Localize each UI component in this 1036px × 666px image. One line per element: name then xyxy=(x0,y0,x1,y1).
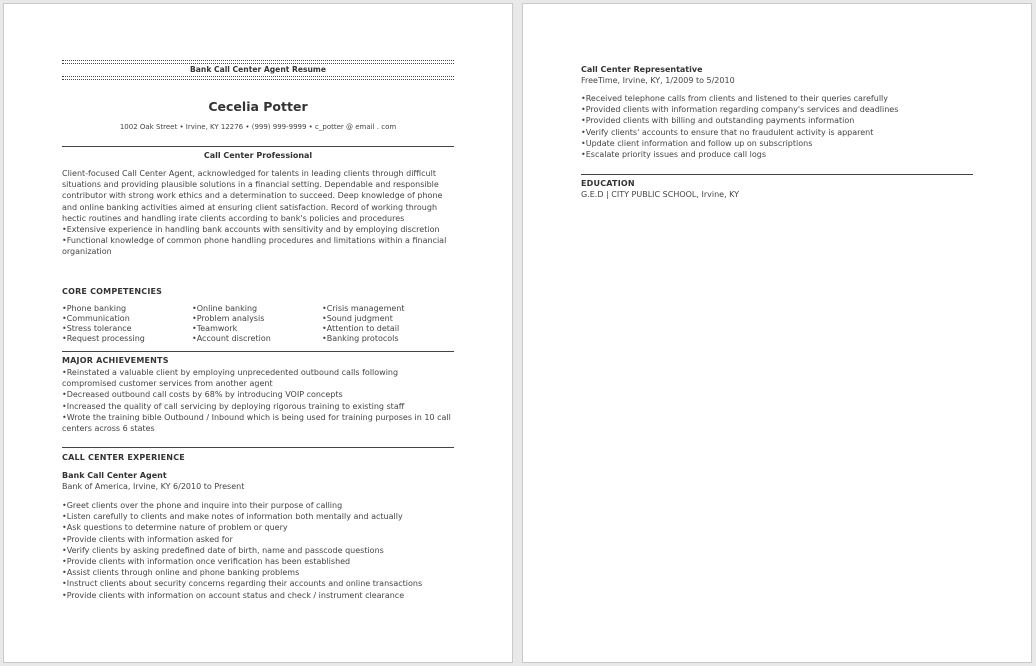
list-item: • Update client information and follow up on subscriptions xyxy=(581,138,973,149)
list-item: • Provide clients with information once verification has been established xyxy=(62,556,454,567)
list-item: • Decreased outbound call costs by 68% by introducing VOIP concepts xyxy=(62,389,454,400)
divider xyxy=(581,174,973,175)
job-title: Call Center Representative xyxy=(581,65,703,74)
profile-heading: Call Center Professional xyxy=(203,151,313,160)
list-item: • Extensive experience in handling bank accounts with sensitivity and by employing discretion xyxy=(62,224,454,235)
resume-banner: Bank Call Center Agent Resume xyxy=(62,63,454,77)
list-item: • Verify clients by asking predefined date of birth, name and passcode questions xyxy=(62,545,454,556)
list-item: • Verify clients' accounts to ensure that no fraudulent activity is apparent xyxy=(581,127,973,138)
list-item: • Instruct clients about security concerns regarding their accounts and online transactions xyxy=(62,578,454,589)
competency-item: • Request processing xyxy=(62,334,192,344)
achievements-section xyxy=(62,367,454,434)
competencies-grid xyxy=(62,304,454,344)
education-heading: EDUCATION xyxy=(581,179,635,188)
education-entry: G.E.D | CITY PUBLIC SCHOOL, Irvine, KY xyxy=(581,190,740,199)
competency-column xyxy=(192,304,322,344)
divider xyxy=(62,351,454,352)
list-item: • Increased the quality of call servicing by deploying rigorous training to existing staff xyxy=(62,401,454,412)
list-item: • Listen carefully to clients and make notes of information both mentally and actually xyxy=(62,511,454,522)
job-duties-list xyxy=(62,500,454,601)
list-item: • Reinstated a valuable client by employing unprecedented outbound calls following compromised customer services from another agent xyxy=(62,367,454,389)
candidate-name: Cecelia Potter xyxy=(208,99,308,114)
list-item: • Functional knowledge of common phone handling procedures and limitations within a financial organization xyxy=(62,235,454,257)
list-item: • Ask questions to determine nature of problem or query xyxy=(62,522,454,533)
competency-item: • Online banking xyxy=(192,304,322,314)
summary-bullets xyxy=(62,224,454,258)
list-item: • Assist clients through online and phone banking problems xyxy=(62,567,454,578)
job-duties-list xyxy=(581,93,973,160)
contact-line: 1002 Oak Street • Irvine, KY 12276 • (999) 999-9999 • c_potter @ email . com xyxy=(119,123,397,131)
competency-column xyxy=(322,304,452,344)
list-item: • Received telephone calls from clients and listened to their queries carefully xyxy=(581,93,973,104)
competency-item: • Phone banking xyxy=(62,304,192,314)
list-item: • Greet clients over the phone and inquire into their purpose of calling xyxy=(62,500,454,511)
list-item: • Wrote the training bible Outbound / Inbound which is being used for training purposes in 10 call centers across 6 states xyxy=(62,412,454,434)
summary-paragraph: Client-focused Call Center Agent, acknowledged for talents in leading clients through difficult situations and providing plausible solutions in a financial setting. Dependable and responsible contributor with strong work ethics and a determination to succeed. Deep knowledge of phone and online banking activities aimed at ensuring client satisfaction. Record of working through hectic routines and handling irate clients according to bank's policies and procedures xyxy=(62,169,443,223)
divider xyxy=(62,447,454,448)
list-item: • Provide clients with information asked for xyxy=(62,534,454,545)
competency-item: • Crisis management xyxy=(322,304,452,314)
list-item: • Provide clients with information on account status and check / instrument clearance xyxy=(62,590,454,601)
summary-section xyxy=(62,168,454,258)
achievements-list xyxy=(62,367,454,434)
competencies-heading: CORE COMPETENCIES xyxy=(62,287,163,296)
list-item: • Provided clients with billing and outstanding payments information xyxy=(581,115,973,126)
divider xyxy=(62,146,454,147)
resume-page-2 xyxy=(522,3,1032,663)
competency-item: • Stress tolerance xyxy=(62,324,192,334)
list-item: • Escalate priority issues and produce call logs xyxy=(581,149,973,160)
competency-item: • Account discretion xyxy=(192,334,322,344)
achievements-heading: MAJOR ACHIEVEMENTS xyxy=(62,356,169,365)
job-title: Bank Call Center Agent xyxy=(62,471,167,480)
competency-item: • Teamwork xyxy=(192,324,322,334)
competency-item: • Sound judgment xyxy=(322,314,452,324)
job-meta: Bank of America, Irvine, KY 6/2010 to Present xyxy=(62,482,245,491)
competency-column xyxy=(62,304,192,344)
list-item: • Provided clients with information regarding company's services and deadlines xyxy=(581,104,973,115)
job-meta: FreeTime, Irvine, KY, 1/2009 to 5/2010 xyxy=(581,76,735,85)
job-duties xyxy=(581,93,973,160)
competency-item: • Communication xyxy=(62,314,192,324)
competency-item: • Problem analysis xyxy=(192,314,322,324)
competency-item: • Attention to detail xyxy=(322,324,452,334)
experience-heading: CALL CENTER EXPERIENCE xyxy=(62,453,185,462)
competency-item: • Banking protocols xyxy=(322,334,452,344)
resume-page-1 xyxy=(3,3,513,663)
job-duties xyxy=(62,500,454,601)
